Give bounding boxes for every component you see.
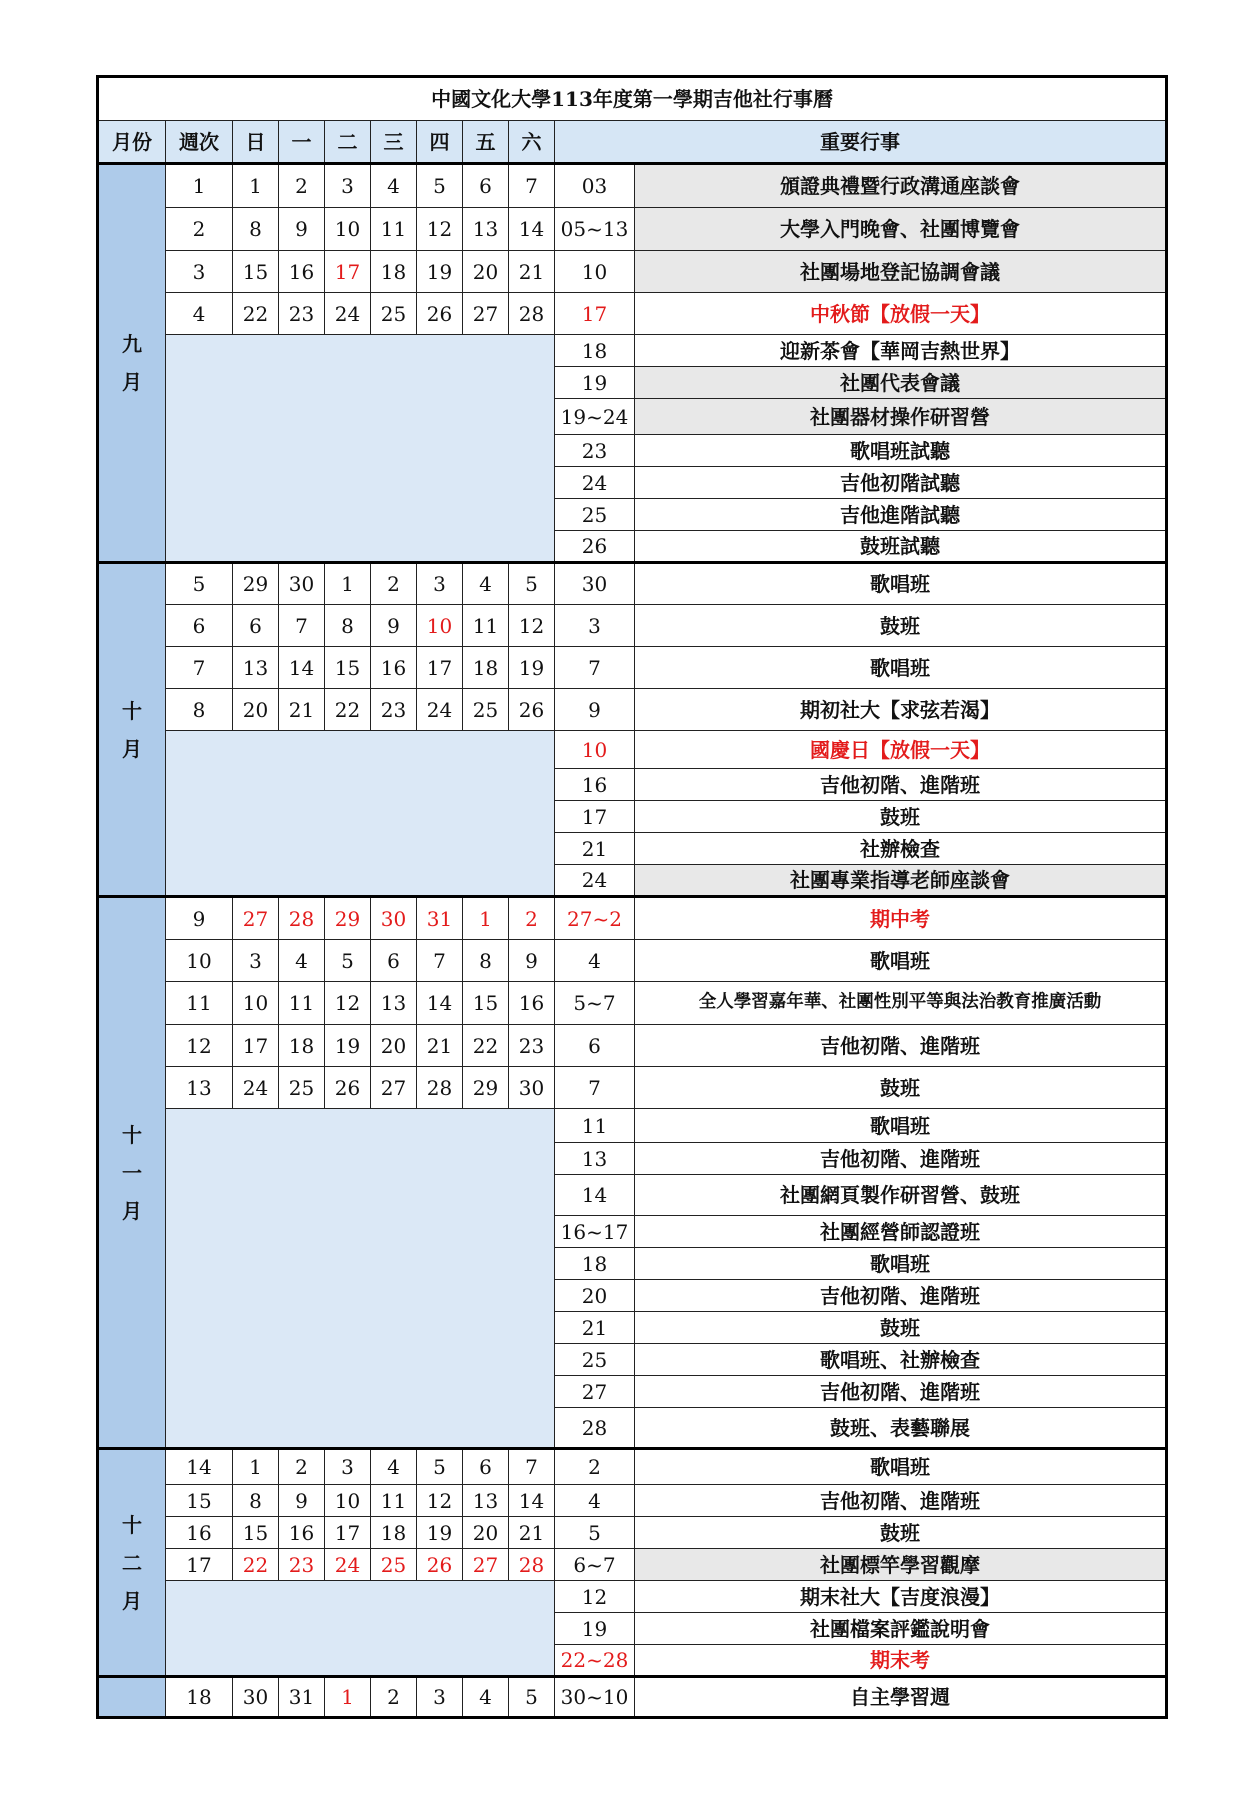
calendar-row (98, 1067, 1167, 1109)
calendar-filler (166, 1109, 555, 1449)
event-name: 大學入門晚會、社團博覽會 (635, 208, 1167, 251)
day-cell: 3 (325, 164, 371, 208)
event-name: 自主學習週 (635, 1677, 1167, 1718)
day-cell: 5 (509, 563, 555, 605)
day-cell: 10 (325, 208, 371, 251)
day-cell: 17 (325, 1517, 371, 1549)
day-cell: 7 (417, 940, 463, 982)
event-name: 歌唱班、社辦檢查 (635, 1344, 1167, 1376)
event-name: 鼓班 (635, 1312, 1167, 1344)
event-name: 歌唱班 (635, 1248, 1167, 1280)
day-cell: 31 (417, 897, 463, 940)
day-cell: 4 (371, 164, 417, 208)
event-date: 17 (555, 801, 635, 833)
event-date: 16~17 (555, 1216, 635, 1248)
calendar-row (98, 563, 1167, 605)
day-cell: 27 (463, 1549, 509, 1581)
day-cell: 3 (417, 1677, 463, 1718)
event-name: 鼓班 (635, 801, 1167, 833)
event-name: 國慶日【放假一天】 (635, 731, 1167, 769)
calendar-row (98, 897, 1167, 940)
calendar-row (98, 335, 1167, 367)
day-cell: 5 (417, 164, 463, 208)
event-date: 25 (555, 499, 635, 531)
day-cell: 13 (371, 982, 417, 1025)
event-name: 社團檔案評鑑說明會 (635, 1613, 1167, 1645)
day-cell: 14 (509, 208, 555, 251)
event-name: 歌唱班 (635, 940, 1167, 982)
event-name: 歌唱班 (635, 1109, 1167, 1143)
week-number: 10 (166, 940, 233, 982)
day-cell: 22 (463, 1025, 509, 1067)
calendar-filler (166, 335, 555, 563)
week-number: 1 (166, 164, 233, 208)
day-cell: 14 (417, 982, 463, 1025)
week-number: 15 (166, 1485, 233, 1517)
calendar-title: 中國文化大學113年度第一學期吉他社行事曆 (98, 77, 1167, 121)
calendar-body (98, 77, 1167, 1718)
calendar-row (98, 1449, 1167, 1485)
event-name: 社團標竿學習觀摩 (635, 1549, 1167, 1581)
month-label-jan (98, 1677, 166, 1718)
event-name: 歌唱班試聽 (635, 435, 1167, 467)
day-cell: 13 (463, 1485, 509, 1517)
day-cell: 7 (279, 605, 325, 647)
day-cell: 16 (279, 251, 325, 293)
event-date: 13 (555, 1143, 635, 1175)
month-label-sep (98, 164, 166, 563)
day-header-sun: 日 (233, 121, 279, 164)
day-cell: 24 (325, 293, 371, 335)
month-label-text: 九月 (122, 332, 142, 394)
week-number: 8 (166, 689, 233, 731)
day-cell: 23 (279, 1549, 325, 1581)
day-cell: 27 (371, 1067, 417, 1109)
day-cell: 16 (279, 1517, 325, 1549)
day-cell: 5 (325, 940, 371, 982)
day-header-thu: 四 (417, 121, 463, 164)
event-name: 社團代表會議 (635, 367, 1167, 399)
event-name: 社團場地登記協調會議 (635, 251, 1167, 293)
week-number: 17 (166, 1549, 233, 1581)
event-name: 鼓班 (635, 1067, 1167, 1109)
week-number: 9 (166, 897, 233, 940)
event-name: 社團網頁製作研習營、鼓班 (635, 1175, 1167, 1216)
event-name: 歌唱班 (635, 1449, 1167, 1485)
day-cell: 7 (509, 164, 555, 208)
day-cell: 11 (371, 208, 417, 251)
calendar-row (98, 689, 1167, 731)
day-cell: 24 (417, 689, 463, 731)
event-name: 期末社大【吉度浪漫】 (635, 1581, 1167, 1613)
day-cell: 1 (233, 1449, 279, 1485)
week-number: 14 (166, 1449, 233, 1485)
month-label-dec (98, 1449, 166, 1677)
calendar-row (98, 1485, 1167, 1517)
week-header: 週次 (166, 121, 233, 164)
event-date: 14 (555, 1175, 635, 1216)
event-date: 25 (555, 1344, 635, 1376)
day-cell: 30 (279, 563, 325, 605)
day-cell: 2 (371, 1677, 417, 1718)
event-date: 03 (555, 164, 635, 208)
day-cell: 3 (233, 940, 279, 982)
day-cell: 25 (463, 689, 509, 731)
event-name: 鼓班試聽 (635, 531, 1167, 563)
event-name: 鼓班 (635, 605, 1167, 647)
day-cell: 4 (463, 563, 509, 605)
week-number: 7 (166, 647, 233, 689)
day-cell: 16 (371, 647, 417, 689)
day-cell: 8 (463, 940, 509, 982)
event-date: 30~10 (555, 1677, 635, 1718)
event-date: 30 (555, 563, 635, 605)
day-cell: 9 (279, 1485, 325, 1517)
day-header-tue: 二 (325, 121, 371, 164)
day-cell: 20 (463, 251, 509, 293)
day-cell: 9 (371, 605, 417, 647)
day-cell: 9 (509, 940, 555, 982)
events-header: 重要行事 (555, 121, 1167, 164)
day-header-mon: 一 (279, 121, 325, 164)
day-cell: 15 (233, 1517, 279, 1549)
day-cell: 21 (509, 1517, 555, 1549)
event-date: 4 (555, 1485, 635, 1517)
event-name: 社團專業指導老師座談會 (635, 865, 1167, 897)
day-cell: 12 (417, 208, 463, 251)
day-header-wed: 三 (371, 121, 417, 164)
event-date: 26 (555, 531, 635, 563)
day-cell: 22 (325, 689, 371, 731)
calendar-row (98, 164, 1167, 208)
event-date: 22~28 (555, 1645, 635, 1677)
day-cell: 23 (371, 689, 417, 731)
day-cell: 8 (325, 605, 371, 647)
event-name: 歌唱班 (635, 647, 1167, 689)
day-cell: 24 (233, 1067, 279, 1109)
day-cell: 28 (509, 1549, 555, 1581)
event-name: 社團器材操作研習營 (635, 399, 1167, 435)
day-cell: 1 (325, 1677, 371, 1718)
day-cell: 23 (509, 1025, 555, 1067)
event-date: 19 (555, 367, 635, 399)
calendar-row (98, 1677, 1167, 1718)
day-cell: 6 (233, 605, 279, 647)
event-date: 27~2 (555, 897, 635, 940)
month-label-text: 十一月 (122, 1122, 142, 1223)
day-cell: 3 (417, 563, 463, 605)
day-cell: 17 (325, 251, 371, 293)
day-cell: 20 (371, 1025, 417, 1067)
day-cell: 29 (463, 1067, 509, 1109)
event-name: 吉他初階、進階班 (635, 1376, 1167, 1408)
day-cell: 10 (417, 605, 463, 647)
event-date: 11 (555, 1109, 635, 1143)
event-date: 3 (555, 605, 635, 647)
event-date: 19 (555, 1613, 635, 1645)
event-date: 5~7 (555, 982, 635, 1025)
week-number: 13 (166, 1067, 233, 1109)
day-cell: 8 (233, 1485, 279, 1517)
calendar-row (98, 1025, 1167, 1067)
event-name: 迎新茶會【華岡吉熱世界】 (635, 335, 1167, 367)
event-date: 9 (555, 689, 635, 731)
day-cell: 4 (279, 940, 325, 982)
day-cell: 18 (371, 251, 417, 293)
event-date: 4 (555, 940, 635, 982)
day-cell: 14 (509, 1485, 555, 1517)
day-cell: 6 (371, 940, 417, 982)
event-name: 社辦檢查 (635, 833, 1167, 865)
day-cell: 12 (325, 982, 371, 1025)
event-name: 吉他初階、進階班 (635, 1143, 1167, 1175)
event-date: 21 (555, 833, 635, 865)
event-date: 5 (555, 1517, 635, 1549)
month-label-text: 十二月 (122, 1512, 142, 1613)
event-name: 社團經營師認證班 (635, 1216, 1167, 1248)
day-cell: 10 (233, 982, 279, 1025)
day-cell: 2 (509, 897, 555, 940)
calendar-filler (166, 1581, 555, 1677)
event-name: 期末考 (635, 1645, 1167, 1677)
event-name: 全人學習嘉年華、社團性別平等與法治教育推廣活動 (635, 982, 1167, 1025)
day-cell: 1 (325, 563, 371, 605)
day-cell: 30 (233, 1677, 279, 1718)
calendar-row (98, 1549, 1167, 1581)
day-cell: 9 (279, 208, 325, 251)
day-cell: 21 (279, 689, 325, 731)
day-cell: 19 (325, 1025, 371, 1067)
day-cell: 12 (417, 1485, 463, 1517)
event-date: 17 (555, 293, 635, 335)
day-cell: 22 (233, 1549, 279, 1581)
calendar-row (98, 647, 1167, 689)
week-number: 16 (166, 1517, 233, 1549)
day-cell: 15 (463, 982, 509, 1025)
event-date: 27 (555, 1376, 635, 1408)
day-cell: 27 (463, 293, 509, 335)
calendar-filler (166, 731, 555, 897)
day-cell: 1 (463, 897, 509, 940)
day-cell: 11 (279, 982, 325, 1025)
day-cell: 19 (417, 1517, 463, 1549)
calendar-row (98, 1581, 1167, 1613)
event-name: 鼓班、表藝聯展 (635, 1408, 1167, 1449)
day-cell: 3 (325, 1449, 371, 1485)
week-number: 12 (166, 1025, 233, 1067)
day-cell: 13 (233, 647, 279, 689)
day-cell: 5 (509, 1677, 555, 1718)
day-cell: 4 (371, 1449, 417, 1485)
calendar-row (98, 293, 1167, 335)
week-number: 2 (166, 208, 233, 251)
event-name: 鼓班 (635, 1517, 1167, 1549)
week-number: 11 (166, 982, 233, 1025)
day-cell: 26 (509, 689, 555, 731)
day-cell: 4 (463, 1677, 509, 1718)
day-cell: 28 (279, 897, 325, 940)
day-cell: 20 (233, 689, 279, 731)
event-date: 20 (555, 1280, 635, 1312)
event-name: 期初社大【求弦若渴】 (635, 689, 1167, 731)
day-cell: 17 (417, 647, 463, 689)
calendar-row (98, 1517, 1167, 1549)
day-cell: 2 (371, 563, 417, 605)
day-cell: 19 (417, 251, 463, 293)
day-cell: 15 (325, 647, 371, 689)
day-cell: 25 (371, 293, 417, 335)
day-cell: 28 (509, 293, 555, 335)
event-date: 19~24 (555, 399, 635, 435)
event-date: 6~7 (555, 1549, 635, 1581)
day-cell: 26 (417, 293, 463, 335)
day-cell: 29 (233, 563, 279, 605)
event-name: 頒證典禮暨行政溝通座談會 (635, 164, 1167, 208)
week-number: 5 (166, 563, 233, 605)
day-cell: 26 (325, 1067, 371, 1109)
day-cell: 15 (233, 251, 279, 293)
event-date: 7 (555, 647, 635, 689)
day-cell: 23 (279, 293, 325, 335)
event-name: 期中考 (635, 897, 1167, 940)
day-cell: 2 (279, 164, 325, 208)
event-date: 2 (555, 1449, 635, 1485)
day-header-sat: 六 (509, 121, 555, 164)
event-name: 吉他進階試聽 (635, 499, 1167, 531)
calendar-row (98, 731, 1167, 769)
day-cell: 2 (279, 1449, 325, 1485)
event-date: 7 (555, 1067, 635, 1109)
day-header-fri: 五 (463, 121, 509, 164)
event-date: 28 (555, 1408, 635, 1449)
month-header: 月份 (98, 121, 166, 164)
week-number: 4 (166, 293, 233, 335)
day-cell: 10 (325, 1485, 371, 1517)
day-cell: 6 (463, 164, 509, 208)
event-name: 吉他初階、進階班 (635, 1025, 1167, 1067)
calendar-row (98, 605, 1167, 647)
day-cell: 22 (233, 293, 279, 335)
event-date: 24 (555, 467, 635, 499)
event-date: 10 (555, 251, 635, 293)
week-number: 6 (166, 605, 233, 647)
day-cell: 11 (371, 1485, 417, 1517)
day-cell: 17 (233, 1025, 279, 1067)
event-name: 吉他初階、進階班 (635, 769, 1167, 801)
month-label-oct (98, 563, 166, 897)
day-cell: 12 (509, 605, 555, 647)
day-cell: 11 (463, 605, 509, 647)
calendar-row (98, 982, 1167, 1025)
event-date: 23 (555, 435, 635, 467)
day-cell: 1 (233, 164, 279, 208)
week-number: 3 (166, 251, 233, 293)
event-date: 21 (555, 1312, 635, 1344)
day-cell: 21 (509, 251, 555, 293)
calendar-row (98, 1109, 1167, 1143)
event-date: 18 (555, 335, 635, 367)
day-cell: 13 (463, 208, 509, 251)
day-cell: 19 (509, 647, 555, 689)
day-cell: 27 (233, 897, 279, 940)
week-number: 18 (166, 1677, 233, 1718)
event-date: 10 (555, 731, 635, 769)
day-cell: 5 (417, 1449, 463, 1485)
event-name: 中秋節【放假一天】 (635, 293, 1167, 335)
event-date: 24 (555, 865, 635, 897)
event-date: 16 (555, 769, 635, 801)
day-cell: 25 (279, 1067, 325, 1109)
day-cell: 7 (509, 1449, 555, 1485)
day-cell: 8 (233, 208, 279, 251)
day-cell: 20 (463, 1517, 509, 1549)
month-label-nov (98, 897, 166, 1449)
day-cell: 21 (417, 1025, 463, 1067)
day-cell: 18 (463, 647, 509, 689)
event-date: 12 (555, 1581, 635, 1613)
day-cell: 6 (463, 1449, 509, 1485)
day-cell: 29 (325, 897, 371, 940)
day-cell: 18 (371, 1517, 417, 1549)
calendar-table (96, 75, 1168, 1719)
day-cell: 25 (371, 1549, 417, 1581)
event-name: 吉他初階試聽 (635, 467, 1167, 499)
day-cell: 30 (371, 897, 417, 940)
calendar-row (98, 940, 1167, 982)
day-cell: 18 (279, 1025, 325, 1067)
calendar-row (98, 208, 1167, 251)
day-cell: 16 (509, 982, 555, 1025)
day-cell: 31 (279, 1677, 325, 1718)
event-name: 歌唱班 (635, 563, 1167, 605)
day-cell: 30 (509, 1067, 555, 1109)
day-cell: 14 (279, 647, 325, 689)
event-date: 6 (555, 1025, 635, 1067)
event-name: 吉他初階、進階班 (635, 1485, 1167, 1517)
month-label-text: 十月 (122, 698, 142, 761)
calendar-row (98, 251, 1167, 293)
day-cell: 28 (417, 1067, 463, 1109)
event-date: 05~13 (555, 208, 635, 251)
day-cell: 24 (325, 1549, 371, 1581)
event-date: 18 (555, 1248, 635, 1280)
day-cell: 26 (417, 1549, 463, 1581)
event-name: 吉他初階、進階班 (635, 1280, 1167, 1312)
